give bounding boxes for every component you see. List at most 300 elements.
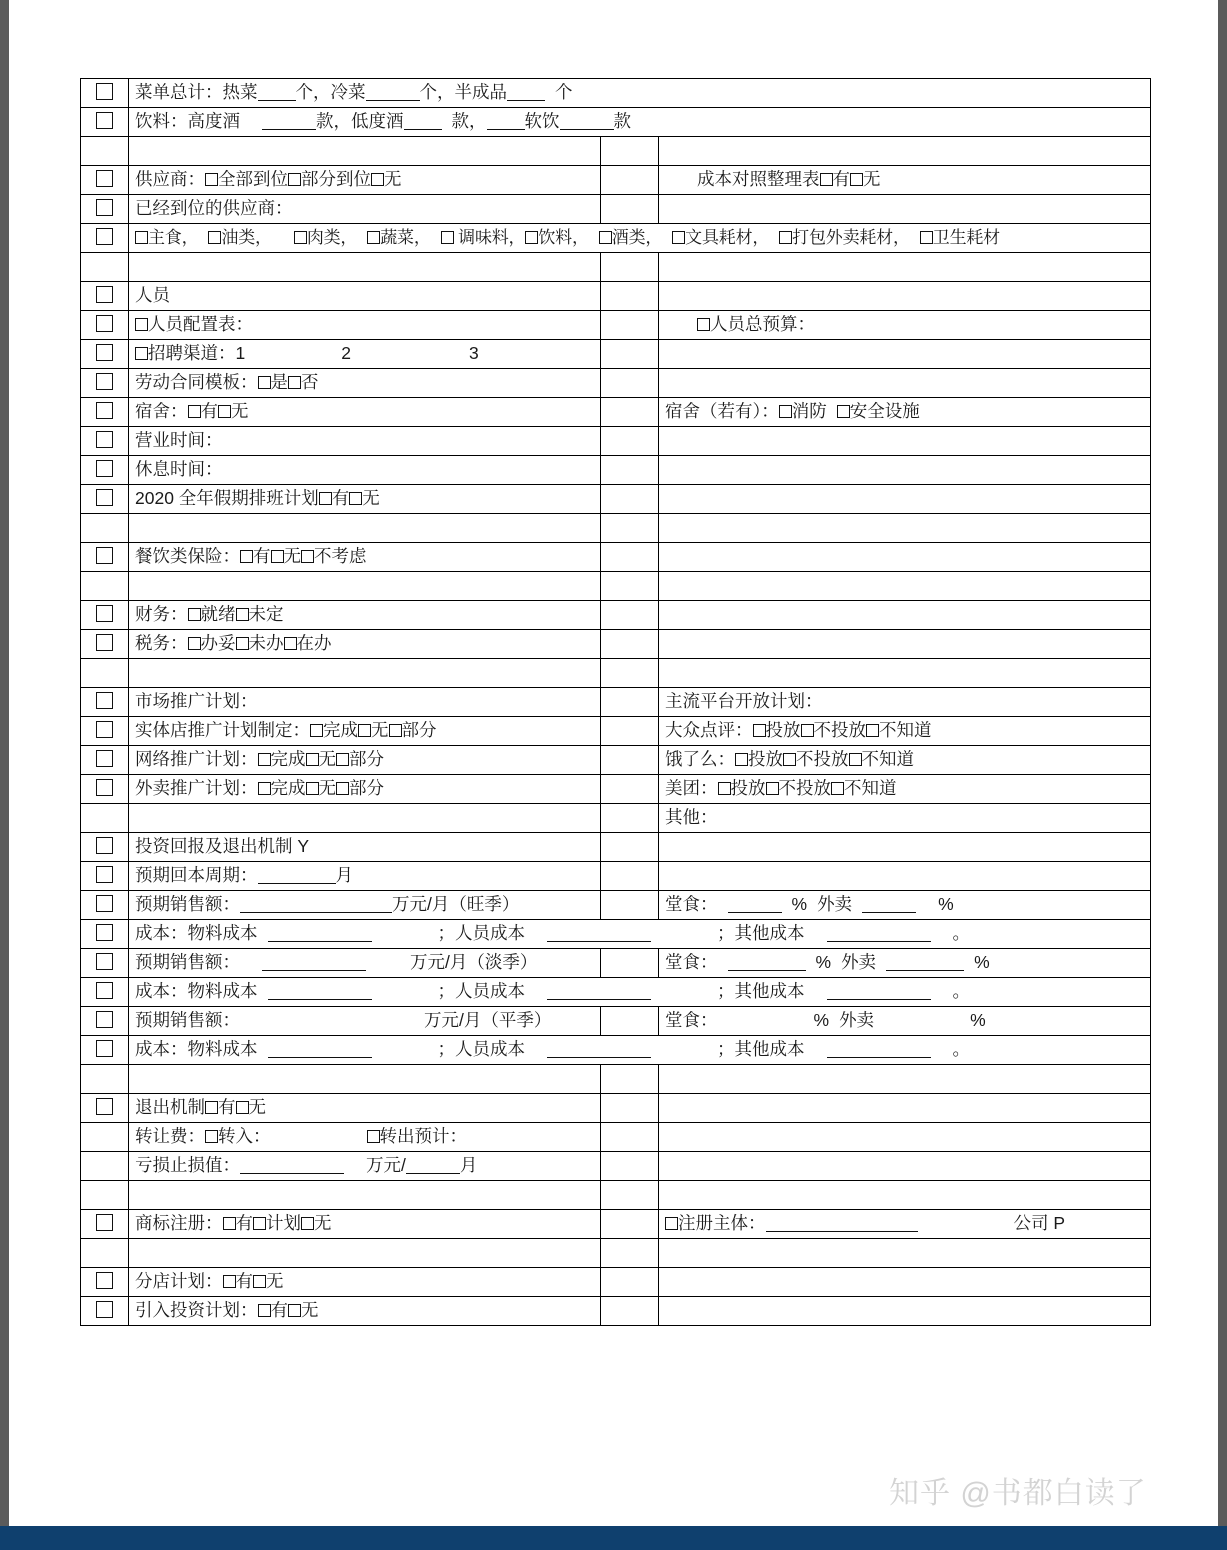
rest-hours-label: 休息时间： — [135, 459, 223, 480]
empty-cell — [659, 862, 1151, 891]
checkbox-icon[interactable] — [96, 460, 113, 477]
checkbox-icon[interactable] — [218, 405, 231, 418]
row-checkbox-cell[interactable] — [81, 862, 129, 891]
checkbox-icon[interactable] — [831, 782, 844, 795]
dorm-label: 宿舍： — [135, 401, 188, 422]
checkbox-icon[interactable] — [188, 405, 201, 418]
row-checkbox-cell[interactable] — [81, 920, 129, 949]
blank-line[interactable] — [258, 883, 336, 884]
drinks-cell — [129, 108, 1151, 137]
eleme-place: 投放 — [748, 749, 783, 770]
transfer-in: 转入： — [218, 1126, 271, 1147]
row-checkbox-cell[interactable] — [81, 224, 129, 253]
empty-cell — [81, 514, 129, 543]
checkbox-icon[interactable] — [271, 550, 284, 563]
checkbox-icon[interactable] — [367, 231, 380, 244]
blank-line[interactable] — [827, 941, 931, 942]
empty-cell — [659, 1152, 1151, 1181]
checkbox-icon[interactable] — [336, 782, 349, 795]
arrived-supplier-label: 已经到位的供应商： — [135, 198, 293, 219]
empty-cell — [81, 137, 129, 166]
checkbox-icon[interactable] — [306, 782, 319, 795]
checkbox-icon[interactable] — [288, 1304, 301, 1317]
branch-plan-cell — [129, 1268, 601, 1297]
sales-unit-3: 万元/月 — [424, 1010, 482, 1031]
dorm-no: 无 — [231, 401, 249, 422]
takeout-partial: 部分 — [349, 778, 384, 799]
checkbox-icon[interactable] — [766, 782, 779, 795]
payback-cell — [129, 862, 601, 891]
empty-cell — [601, 1007, 659, 1036]
cost-label-2: 成本：物料成本 — [135, 981, 258, 1002]
blank-line[interactable] — [406, 1173, 460, 1174]
pct-2: % — [938, 894, 954, 915]
table-row-spacer — [81, 514, 1151, 543]
checkbox-icon[interactable] — [258, 1304, 271, 1317]
blank-line[interactable] — [560, 129, 614, 130]
row-checkbox-cell[interactable] — [81, 688, 129, 717]
dianping-place: 投放 — [765, 720, 801, 741]
checkbox-icon[interactable] — [188, 637, 201, 650]
blank-line[interactable] — [240, 912, 392, 913]
checkbox-icon[interactable] — [301, 550, 314, 563]
row-checkbox-cell[interactable] — [81, 1094, 129, 1123]
checkbox-icon[interactable] — [96, 866, 113, 883]
checkbox-icon[interactable] — [920, 231, 933, 244]
blank-line[interactable] — [366, 100, 420, 101]
row-checkbox-cell[interactable] — [81, 311, 129, 340]
checkbox-icon[interactable] — [850, 173, 863, 186]
empty-cell — [129, 1065, 601, 1094]
takeout-plan-label: 外卖推广计划： — [135, 778, 258, 799]
blank-line[interactable] — [827, 1057, 931, 1058]
checkbox-icon[interactable] — [96, 605, 113, 622]
empty-cell — [601, 804, 659, 833]
supplier-opt-all: 全部到位 — [218, 169, 288, 190]
empty-cell — [601, 166, 659, 195]
trademark-cell — [129, 1210, 601, 1239]
blank-line[interactable] — [827, 999, 931, 1000]
blank-line[interactable] — [507, 100, 545, 101]
checkbox-icon[interactable] — [96, 373, 113, 390]
staffing-table-cell — [129, 311, 601, 340]
row-checkbox-cell[interactable] — [81, 427, 129, 456]
checkbox-icon[interactable] — [223, 1275, 236, 1288]
blank-line[interactable] — [547, 1057, 651, 1058]
empty-cell — [601, 369, 659, 398]
cost-staff-2: ；人员成本 — [437, 981, 525, 1002]
checkbox-icon[interactable] — [735, 753, 748, 766]
checkbox-icon[interactable] — [866, 724, 879, 737]
dorm-yes: 有 — [200, 401, 218, 422]
arrived-supplier-cell — [129, 195, 601, 224]
checkbox-icon[interactable] — [294, 231, 307, 244]
blank-line[interactable] — [766, 1231, 918, 1232]
checkbox-icon[interactable] — [135, 231, 148, 244]
checkbox-icon[interactable] — [820, 173, 833, 186]
row-checkbox-cell[interactable] — [81, 1210, 129, 1239]
row-checkbox-cell[interactable] — [81, 717, 129, 746]
checkbox-icon[interactable] — [96, 1040, 113, 1057]
row-checkbox-cell[interactable] — [81, 891, 129, 920]
checkbox-icon[interactable] — [96, 837, 113, 854]
sales-peak-cell — [129, 891, 601, 920]
table-row — [81, 79, 1151, 108]
menu-unit-3: 个 — [555, 82, 573, 103]
empty-cell — [601, 775, 659, 804]
checkbox-icon[interactable] — [306, 753, 319, 766]
menu-total-cell — [129, 79, 1151, 108]
checkbox-icon[interactable] — [319, 492, 332, 505]
checkbox-icon[interactable] — [349, 492, 362, 505]
dianping-cell — [659, 717, 1151, 746]
checkbox-icon[interactable] — [284, 637, 297, 650]
checkbox-icon[interactable] — [96, 286, 113, 303]
row-checkbox-cell[interactable] — [81, 746, 129, 775]
blank-line[interactable] — [268, 1057, 372, 1058]
row-checkbox-cell[interactable] — [81, 1007, 129, 1036]
checkbox-icon[interactable] — [288, 376, 301, 389]
other-platform-label: 其他： — [665, 807, 718, 828]
checkbox-icon[interactable] — [135, 318, 148, 331]
takeout-label-3: 外卖 — [839, 1010, 875, 1031]
checkbox-icon[interactable] — [236, 637, 249, 650]
meituan-noplace: 不投放 — [778, 778, 831, 799]
table-row — [81, 1094, 1151, 1123]
category-1: 油类， — [221, 228, 272, 248]
checkbox-icon[interactable] — [358, 724, 371, 737]
checkbox-icon[interactable] — [96, 315, 113, 332]
checkbox-icon[interactable] — [779, 405, 792, 418]
table-row — [81, 804, 1151, 833]
table-row — [81, 746, 1151, 775]
exit-no: 无 — [248, 1097, 266, 1118]
payback-unit: 月 — [335, 865, 353, 886]
row-checkbox-cell[interactable] — [81, 398, 129, 427]
checkbox-icon[interactable] — [96, 1011, 113, 1028]
table-row — [81, 456, 1151, 485]
eleme-noplace: 不投放 — [796, 749, 849, 770]
checkbox-icon[interactable] — [849, 753, 862, 766]
empty-cell — [601, 862, 659, 891]
holiday-plan-label: 2020 全年假期排班计划 — [135, 488, 319, 509]
meituan-label: 美团： — [665, 778, 718, 799]
total-budget-cell — [659, 311, 1151, 340]
checkbox-icon[interactable] — [96, 1301, 113, 1318]
checkbox-icon[interactable] — [240, 550, 253, 563]
sales-label: 预期销售额： — [135, 894, 240, 915]
checkbox-icon[interactable] — [665, 1217, 678, 1230]
checkbox-icon[interactable] — [718, 782, 731, 795]
empty-cell — [601, 746, 659, 775]
stoploss-unit: 万元/ — [366, 1155, 406, 1176]
row-checkbox-cell[interactable] — [81, 630, 129, 659]
empty-cell — [601, 427, 659, 456]
cost-peak-cell — [129, 920, 1151, 949]
empty-cell — [129, 1181, 601, 1210]
row-checkbox-cell[interactable] — [81, 456, 129, 485]
table-row — [81, 369, 1151, 398]
ratio-peak-cell — [659, 891, 1151, 920]
store-plan-cell — [129, 717, 601, 746]
empty-cell — [601, 688, 659, 717]
blank-line[interactable] — [404, 129, 442, 130]
blank-line[interactable] — [262, 970, 366, 971]
checkbox-icon[interactable] — [96, 83, 113, 100]
row-checkbox-cell[interactable] — [81, 369, 129, 398]
blank-line[interactable] — [547, 941, 651, 942]
checkbox-icon[interactable] — [367, 1130, 380, 1143]
checkbox-icon[interactable] — [525, 231, 538, 244]
transfer-out: 转出预计： — [379, 1126, 467, 1147]
blank-line[interactable] — [258, 100, 296, 101]
empty-cell — [601, 1297, 659, 1326]
cost-table-label: 成本对照整理表 — [697, 169, 820, 190]
checkbox-icon[interactable] — [96, 112, 113, 129]
finance-cell — [129, 601, 601, 630]
checkbox-icon[interactable] — [96, 634, 113, 651]
empty-cell — [81, 804, 129, 833]
checkbox-icon[interactable] — [253, 1275, 266, 1288]
checkbox-icon[interactable] — [779, 231, 792, 244]
supplier-categories-cell — [129, 224, 1151, 253]
season-flat: （平季） — [481, 1010, 552, 1031]
category-9: 卫生耗材 — [932, 228, 1000, 248]
blank-line[interactable] — [487, 129, 525, 130]
row-checkbox-cell[interactable] — [81, 108, 129, 137]
table-row — [81, 398, 1151, 427]
checkbox-icon[interactable] — [96, 895, 113, 912]
empty-cell — [659, 572, 1151, 601]
pct-1: % — [791, 894, 808, 915]
row-checkbox-cell[interactable] — [81, 978, 129, 1007]
row-checkbox-cell[interactable] — [81, 340, 129, 369]
checkbox-icon[interactable] — [96, 721, 113, 738]
checkbox-icon[interactable] — [96, 982, 113, 999]
checkbox-icon[interactable] — [697, 318, 710, 331]
row-checkbox-cell[interactable] — [81, 543, 129, 572]
empty-cell — [601, 1123, 659, 1152]
invest-plan-cell — [129, 1297, 601, 1326]
table-row-spacer — [81, 1239, 1151, 1268]
table-row — [81, 1007, 1151, 1036]
blank-line[interactable] — [240, 1173, 344, 1174]
checkbox-icon[interactable] — [96, 199, 113, 216]
checkbox-icon[interactable] — [288, 173, 301, 186]
web-done: 完成 — [270, 749, 306, 770]
empty-cell — [129, 514, 601, 543]
checkbox-icon[interactable] — [371, 173, 384, 186]
empty-cell — [81, 572, 129, 601]
checkbox-icon[interactable] — [96, 953, 113, 970]
dianping-noplace: 不投放 — [813, 720, 866, 741]
checkbox-icon[interactable] — [96, 402, 113, 419]
cost-other-2: ；其他成本 — [717, 981, 805, 1002]
branch-no: 无 — [266, 1271, 284, 1292]
takeout-label-2: 外卖 — [841, 952, 877, 973]
row-checkbox-cell[interactable] — [81, 282, 129, 311]
checkbox-icon[interactable] — [336, 753, 349, 766]
category-8: 打包外卖耗材， — [792, 228, 910, 248]
registration-entity-cell — [659, 1210, 1151, 1239]
checkbox-icon[interactable] — [301, 1217, 314, 1230]
blank-line[interactable] — [728, 912, 782, 913]
row-checkbox-cell[interactable] — [81, 775, 129, 804]
total-budget-label: 人员总预算： — [710, 314, 815, 335]
store-none: 无 — [371, 720, 389, 741]
period-2: 。 — [952, 981, 970, 1002]
row-checkbox-cell[interactable] — [81, 601, 129, 630]
table-row — [81, 1210, 1151, 1239]
finance-ready: 就绪 — [200, 604, 236, 625]
checkbox-icon[interactable] — [96, 924, 113, 941]
checkbox-icon[interactable] — [135, 347, 148, 360]
transfer-label: 转让费： — [135, 1126, 205, 1147]
checkbox-icon[interactable] — [96, 750, 113, 767]
checkbox-icon[interactable] — [96, 431, 113, 448]
table-row-spacer — [81, 1065, 1151, 1094]
checkbox-icon[interactable] — [208, 231, 221, 244]
checkbox-icon[interactable] — [258, 376, 271, 389]
blank-line[interactable] — [862, 912, 916, 913]
checkbox-icon[interactable] — [96, 228, 113, 245]
empty-cell — [601, 833, 659, 862]
platform-plan-label: 主流平台开放计划： — [665, 691, 823, 712]
empty-cell — [601, 601, 659, 630]
checkbox-icon[interactable] — [188, 608, 201, 621]
checkbox-icon[interactable] — [253, 1217, 266, 1230]
checkbox-icon[interactable] — [783, 753, 796, 766]
row-checkbox-cell[interactable] — [81, 1268, 129, 1297]
blank-line[interactable] — [547, 999, 651, 1000]
checkbox-icon[interactable] — [258, 782, 271, 795]
blank-line[interactable] — [886, 970, 964, 971]
checkbox-icon[interactable] — [96, 547, 113, 564]
table-row-spacer — [81, 137, 1151, 166]
table-row — [81, 862, 1151, 891]
empty-cell — [601, 456, 659, 485]
checkbox-icon[interactable] — [96, 489, 113, 506]
trademark-no: 无 — [314, 1213, 332, 1234]
labor-contract-cell — [129, 369, 601, 398]
insurance-cell — [129, 543, 601, 572]
dinein-label-3: 堂食： — [665, 1010, 718, 1031]
checkbox-icon[interactable] — [96, 1214, 113, 1231]
row-checkbox-cell[interactable] — [81, 485, 129, 514]
checkbox-icon[interactable] — [310, 724, 323, 737]
checkbox-icon[interactable] — [96, 692, 113, 709]
business-hours-label: 营业时间： — [135, 430, 223, 451]
checkbox-icon[interactable] — [96, 344, 113, 361]
checkbox-icon[interactable] — [236, 1101, 249, 1114]
row-checkbox-cell[interactable] — [81, 949, 129, 978]
blank-line[interactable] — [268, 941, 372, 942]
empty-cell — [659, 1297, 1151, 1326]
recruit-label: 招聘渠道：1 — [148, 343, 246, 364]
table-row — [81, 166, 1151, 195]
table-row — [81, 688, 1151, 717]
blank-line[interactable] — [262, 129, 316, 130]
bottom-status-bar — [0, 1526, 1227, 1550]
empty-cell — [601, 949, 659, 978]
roi-heading: 投资回报及退出机制 Y — [135, 836, 310, 857]
table-row-spacer — [81, 572, 1151, 601]
empty-cell — [81, 1065, 129, 1094]
checkbox-icon[interactable] — [96, 170, 113, 187]
checkbox-icon[interactable] — [205, 1101, 218, 1114]
empty-cell — [659, 833, 1151, 862]
category-2: 肉类， — [306, 228, 358, 248]
empty-cell — [601, 659, 659, 688]
dinein-label-2: 堂食： — [665, 952, 718, 973]
row-checkbox-cell[interactable] — [81, 1036, 129, 1065]
insurance-skip: 不考虑 — [314, 546, 367, 567]
dorm-cell — [129, 398, 601, 427]
empty-cell — [601, 717, 659, 746]
empty-cell — [659, 1268, 1151, 1297]
table-row — [81, 949, 1151, 978]
checkbox-icon[interactable] — [96, 1098, 113, 1115]
checkbox-icon[interactable] — [96, 1272, 113, 1289]
checkbox-icon[interactable] — [672, 231, 685, 244]
tax-not: 未办 — [248, 633, 284, 654]
drinks-u4: 款 — [613, 111, 631, 132]
table-row — [81, 1152, 1151, 1181]
checkbox-icon[interactable] — [205, 1130, 218, 1143]
checkbox-icon[interactable] — [258, 753, 271, 766]
checkbox-icon[interactable] — [96, 779, 113, 796]
row-checkbox-cell[interactable] — [81, 833, 129, 862]
tax-cell — [129, 630, 601, 659]
checkbox-icon[interactable] — [223, 1217, 236, 1230]
pct-3: % — [815, 952, 832, 973]
row-checkbox-cell[interactable] — [81, 166, 129, 195]
checkbox-icon[interactable] — [236, 608, 249, 621]
sales-flat-cell — [129, 1007, 601, 1036]
empty-cell — [601, 1065, 659, 1094]
empty-cell — [129, 804, 601, 833]
category-6: 酒类， — [611, 228, 663, 248]
empty-cell — [601, 398, 659, 427]
table-row — [81, 1297, 1151, 1326]
checkbox-icon[interactable] — [205, 173, 218, 186]
menu-unit-1: 个，冷菜 — [295, 82, 366, 103]
blank-line[interactable] — [728, 970, 806, 971]
checkbox-icon[interactable] — [837, 405, 850, 418]
empty-cell — [601, 1210, 659, 1239]
period-3: 。 — [952, 1039, 970, 1060]
checkbox-icon[interactable] — [753, 724, 766, 737]
personnel-heading: 人员 — [135, 285, 170, 306]
trademark-plan: 计划 — [266, 1213, 301, 1234]
table-row-spacer — [81, 253, 1151, 282]
pct-5: % — [813, 1010, 830, 1031]
checkbox-icon[interactable] — [801, 724, 814, 737]
checkbox-icon[interactable] — [441, 231, 454, 244]
empty-cell — [659, 601, 1151, 630]
branch-yes: 有 — [235, 1271, 253, 1292]
checkbox-icon[interactable] — [389, 724, 402, 737]
row-checkbox-cell[interactable] — [81, 1297, 129, 1326]
table-row-spacer — [81, 659, 1151, 688]
category-3: 蔬菜， — [380, 228, 431, 248]
cost-other-3: ；其他成本 — [717, 1039, 805, 1060]
blank-line[interactable] — [268, 999, 372, 1000]
drinks-label: 饮料：高度酒 — [135, 111, 240, 132]
row-checkbox-cell[interactable] — [81, 195, 129, 224]
checkbox-icon[interactable] — [599, 231, 612, 244]
row-checkbox-cell[interactable] — [81, 79, 129, 108]
